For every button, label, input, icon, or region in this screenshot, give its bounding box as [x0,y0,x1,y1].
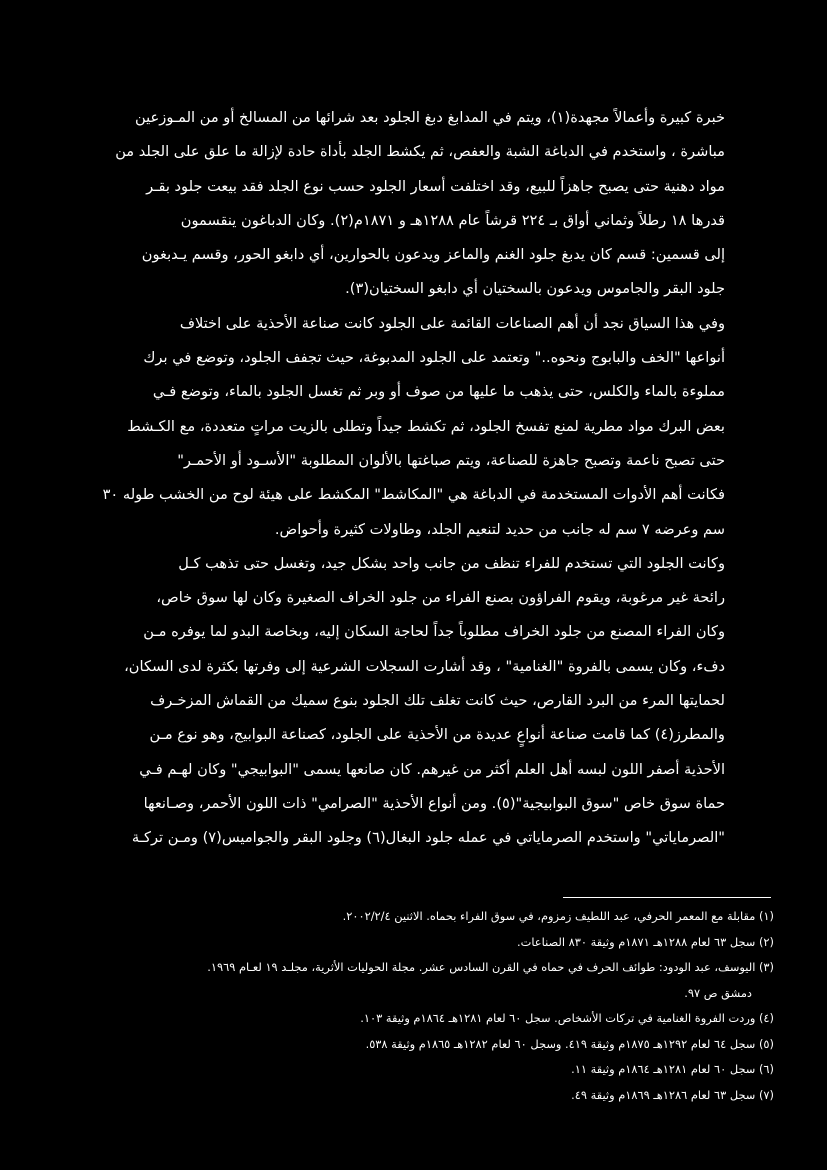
body-text [103,101,725,856]
body-line: بعض البرك مواد مطرية لمنع تفسخ الجلود، ثم تكشط جيداً وتطلى بالزيت مراتٍ متعددة، مع الكـشط [127,417,725,435]
body-line: وكانت الجلود التي تستخدم للفراء تنظف من جانب واحد بشكل جيد، وتغسل حتى تذهب كـل [178,554,725,572]
footnote-3-continuation: دمشق ص ٩٧. [684,985,752,1000]
body-line: وفي هذا السياق نجد أن أهم الصناعات القائمة على الجلود كانت صناعة الأحذية على اختلاف [179,314,725,332]
body-line: لحمايتها المرء من البرد القارص، حيث كانت تغلف تلك الجلود بنوع سميك من القماش المزخـرف [150,692,725,710]
footnote-3: (٣) اليوسف، عبد الودود: طوائف الحرف في حماه في القرن السادس عشر. مجلة الحوليات الأثرية، مجلـد ١٩ لعـام ١٩٦٩. [207,960,774,974]
body-line: دفء، وكان يسمى بالفروة "الغنامية" ، وقد أشارت السجلات الشرعية إلى وفرتها بكثرة لدى السكان، [124,657,725,675]
body-line: "الصرماياتي" واستخدم الصرماياتي في عمله جلود البغال(٦) وجلود البقر والجواميس(٧) ومـن تركـة [131,829,725,847]
body-line: قدرها ١٨ رطلاً وثماني أواق بـ ٢٢٤ قرشاً عام ١٢٨٨هـ و ١٨٧١م(٢). وكان الدباغون ينقسمون [180,211,725,229]
body-line: فكانت أهم الأدوات المستخدمة في الدباغة هي "المكاشط" المكشط على هيئة لوح من الخشب طوله ٣٠ [103,486,725,504]
footnote-7: (٧) سجل ٦٣ لعام ١٢٨٦هـ ١٨٦٩م وثيقة ٤٩. [571,1087,774,1102]
footnote-6: (٦) سجل ٦٠ لعام ١٢٨١هـ ١٨٦٤م وثيقة ١١. [571,1062,774,1076]
body-line: والمطرز(٤) كما قامت صناعة أنواعٍ عديدة من الأحذية على الجلود، كصناعة البوابيج، وهو نوع مـن [149,726,725,744]
body-line: خبرة كبيرة وأعمالاً مجهدة(١)، ويتم في المدابغ دبغ الجلود بعد شرائها من المسالخ أو من المـوزعين [135,109,725,126]
body-line: إلى قسمين: قسم كان يدبغ جلود الغنم والماعز ويدعون بالحوارين، أي دابغو الحور، وقسم يـدبغون [141,246,725,264]
body-line: أنواعها "الخف والبابوج ونحوه.." وتعتمد على الجلود المدبوغة، حيث تجفف الجلود، وتوضع في برك [143,349,725,367]
body-line: جلود البقر والجاموس ويدعون بالسختيان أي دابغو السختيان(٣). [345,280,725,298]
footnote-1: (١) مقابلة مع المعمر الحرفي، عبد اللطيف زمزوم، في سوق الفراء بحماه. الاثنين ٢٠٠٢/٢/٤. [342,909,774,923]
body-line: وكان الفراء المصنع من جلود الخراف مطلوباً جداً لحاجة السكان إليه، وبخاصة البدو لما يوفره مـن [143,623,725,641]
footnote-separator [563,897,771,898]
body-line: حتى تصبح ناعمة وتصبح جاهزة للصناعة، ويتم صباغتها بالألوان المطلوبة "الأسـود أو الأحمـر" [177,451,725,469]
body-line: مواد دهنية حتى يصبح جاهزاً للبيع، وقد اختلفت أسعار الجلود حسب نوع الجلد فقد بيعت جلود بقـر [146,177,725,195]
body-line: رائحة غير مرغوبة، ويقوم الفراؤون بصنع الفراء من جلود الخراف الصغيرة وكان لها سوق خاص، [156,589,725,607]
body-line: مملوءة بالماء والكلس، حتى يذهب ما عليها من صوف أو وبر ثم تغسل الجلود بالماء، وتوضع فـي [152,383,725,401]
body-line: الأحذية أصفر اللون لبسه أهل العلم أكثر من غيرهم. كان صانعها يسمى "البوابيجي" وكان لهـم فـي [139,760,725,778]
footnote-5: (٥) سجل ٦٤ لعام ١٢٩٢هـ ١٨٧٥م وثيقة ٤١٩. وسجل ٦٠ لعام ١٢٨٢هـ ١٨٦٥م وثيقة ٥٣٨. [365,1036,774,1051]
body-line: حماة سوق خاص "سوق البوابيجية"(٥). ومن أنواع الأحذية "الصرامي" ذات اللون الأحمر، وصـانعها [143,794,725,812]
footnotes [112,904,774,1108]
body-line: مباشرة ، واستخدم في الدباغة الشبة والعفص، ثم يكشط الجلد بأداة حادة لإزالة ما علق على الجلد من [115,143,725,161]
footnote-2: (٢) سجل ٦٣ لعام ١٢٨٨هـ ١٨٧١م وثيقة ٨٣٠ الصناعات. [516,934,774,949]
footnote-4: (٤) وردت الفروة الغنامية في تركات الأشخاص. سجل ٦٠ لعام ١٢٨١هـ ١٨٦٤م وثيقة ١٠٣. [360,1011,774,1025]
body-line: سم وعرضه ٧ سم له جانب من حديد لتنعيم الجلد، وطاولات كثيرة وأحواض. [274,520,725,538]
